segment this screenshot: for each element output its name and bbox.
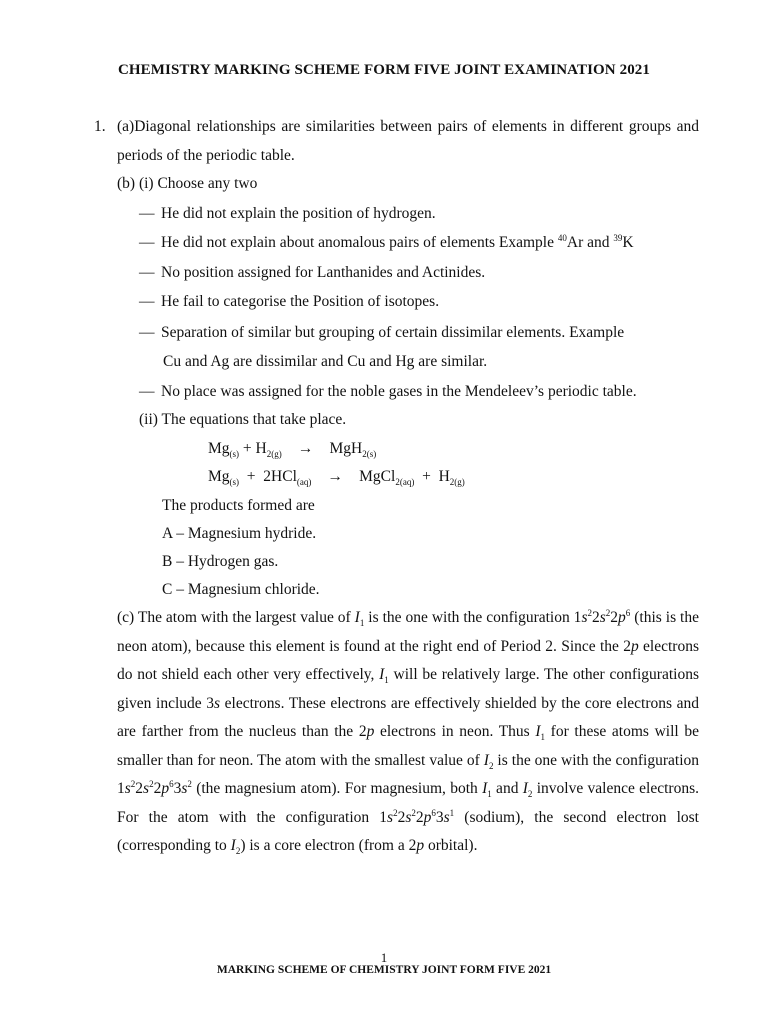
- arrow-icon: →: [297, 440, 314, 457]
- answer-c: (c) The atom with the largest value of $I_1$ is the one with the configuration $1s^22s^22p^6$ (this is the neon atom), because this element is found at the right end of Period 2. Since the 2p electrons do not shield each other very effectively, $I_1$ will be relatively large. The other configurations given include 3s electrons. These electrons are effectively shielded by the core electrons and are farther from the nucleus than the 2p electrons in neon. Thus $I_1$ for these atoms will be smaller than for neon. The atom with the smallest value of $I_2$ is the one with the configuration $1s^22s^22p^63s^2$ (the magnesium atom). For magnesium, both $I_1$ and $I_2$ involve valence electrons. For the atom with the configuration $1s^22s^22p^63s^1$ (sodium), the second electron lost (corresponding to $I_2$) is a core electron (from a 2p orbital).: [117, 607, 700, 857]
- point-5: — Separation of similar but grouping of certain dissimilar elements. Example: [139, 319, 699, 348]
- equation-2: $Mg_{(s)} + 2HCl_{(aq)}$ → MgCl$_{2(aq)}$ + $H_{2(g)}$: [208, 468, 465, 488]
- dash-bullet: —: [139, 293, 155, 310]
- point-2: — He did not explain about anomalous pairs of elements Example $^{40}$Ar and $^{39}$K: [139, 232, 634, 251]
- product-c: C – Magnesium chloride.: [162, 581, 320, 598]
- page-footer: MARKING SCHEME OF CHEMISTRY JOINT FORM FIVE 2021: [216, 964, 552, 976]
- products-heading: The products formed are: [162, 497, 315, 514]
- equation-1: $Mg_{(s)} + H_{2(g)} \to MgH_{2(s)}$: [208, 440, 377, 460]
- answer-a: (a)Diagonal relationships are similarities between pairs of elements in different groups and periods of the periodic table.: [117, 118, 699, 164]
- point-1: — He did not explain the position of hydrogen.: [139, 205, 436, 222]
- dash-bullet: —: [139, 234, 155, 251]
- point-3: — No position assigned for Lanthanides and Actinides.: [139, 264, 486, 281]
- product-b: B – Hydrogen gas.: [162, 553, 279, 570]
- point-5-continued: Cu and Ag are dissimilar and Cu and Hg are similar.: [163, 353, 488, 370]
- dash-bullet: —: [139, 324, 155, 341]
- arrow-icon: →: [327, 468, 344, 485]
- dash-bullet: —: [139, 205, 155, 222]
- answer-b-ii-heading: (ii) The equations that take place.: [139, 411, 347, 428]
- point-4: — He fail to categorise the Position of isotopes.: [139, 293, 440, 310]
- page-number: 1: [380, 950, 388, 965]
- point-6: — No place was assigned for the noble gases in the Mendeleev’s periodic table.: [139, 383, 637, 400]
- dash-bullet: —: [139, 383, 155, 400]
- dash-bullet: —: [139, 264, 155, 281]
- answer-b-i-heading: (b) (i) Choose any two: [117, 175, 258, 192]
- document-title: CHEMISTRY MARKING SCHEME FORM FIVE JOINT EXAMINATION 2021: [117, 62, 650, 78]
- product-a: A – Magnesium hydride.: [162, 525, 317, 542]
- question-number: 1.: [94, 118, 106, 135]
